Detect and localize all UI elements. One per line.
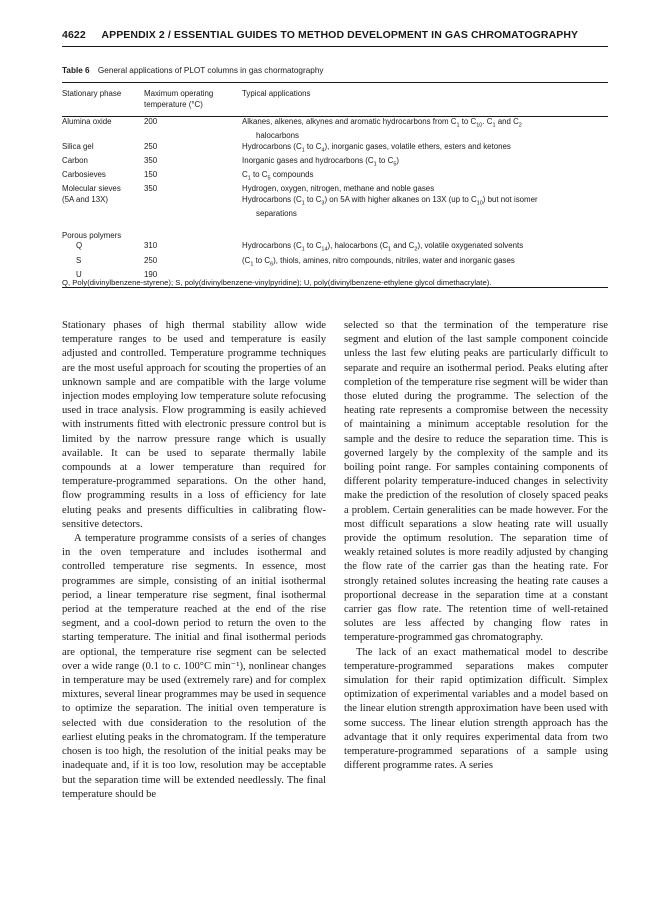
applications-cell: [242, 156, 608, 170]
stationary-phase-cell: Alumina oxide: [62, 117, 112, 127]
applications-cell: [242, 117, 608, 142]
max-temperature-cell: 150: [144, 170, 158, 180]
body-column-right: [344, 319, 608, 774]
application-text: ($C_1$ to $C_6$), thiols, amines, nitro compounds, nitriles, water and inorganic gases: [242, 255, 515, 268]
table-row: [62, 195, 608, 220]
header-temp-line1: Maximum operating: [144, 89, 214, 98]
stationary-phase-cell: (5A and 13X): [62, 195, 109, 205]
right-paragraph-1: selected so that the termination of the temperature rise segment and elution of the last sample component coincide unless the last few eluting peaks are particularly difficult to separate and require an isothermal period. Peaks eluting after completion of the temperature rise segment will be wider than those eluted during the programme. The selection of the heating rate represents a compromise between the necessity of maintaining a minimum acceptable resolution for the sample and the desire to reduce the separation time. This is governed largely by the complexity of the sample and its boiling point range. For samples containing components of different polarity temperature-induced changes in selectivity make the prediction of the resolution of closely spaced peaks a problem. Certain generalities can be made however. For the most difficult separations a slow heating rate will usually provide the optimum resolution. The separation time of weakly retained solutes is more readily adjusted by changing the flow rate of the carrier gas than the heating rate. For strongly retained solutes increasing the heating rate causes a proportional decrease in the separation time at a constant carrier gas flow rate. The retention time of well-retained solutes are less affected by changing flow rates in temperature-programmed gas chromatography.: [344, 320, 608, 644]
application-text: Alkanes, alkenes, alkynes and aromatic hydrocarbons from $C_1$ to $C_{10}$. $C_1$ and $C_2$: [242, 117, 522, 129]
right-paragraph-2: The lack of an exact mathematical model to describe temperature-programmed separations makes computer simulation for their rapid optimization difficult. Simplex optimization of experimental variables and a model based on the linear elution strength approximation have been used with some success. The linear elution strength approach has the advantage that it only requires experimental data from two temperature-programmed separations of a sample using different programme rates. A series: [344, 646, 608, 772]
left-paragraph-1: Stationary phases of high thermal stability allow wide temperature ranges to be used and temperature is easily adjusted and controlled. Temperature programme techniques are the most useful approach for scouting the properties of an unknown sample and are compatible with the large volume injection modes employing low temperature solute refocusing used in trace analysis. Flow programming is easily achieved with instruments fitted with electronic pressure control but is limited by the narrow pressure range which is usually available. It can be used to separate thermally labile compounds at a lower temperature than required for temperature-programmed separations. On the other hand, flow programming results in a loss of efficiency for late eluting peaks and presents difficulties in calibrating flow-sensitive detectors.: [62, 320, 326, 530]
body-column-left: [62, 319, 326, 802]
stationary-phase-cell: Silica gel: [62, 141, 94, 151]
applications-cell: [242, 184, 608, 195]
stationary-phase-cell: S: [76, 255, 82, 265]
porous-polymers-heading: Porous polymers: [62, 230, 122, 240]
table-row: [62, 142, 608, 156]
table-footnote: Q, Poly(divinylbenzene-styrene); S, poly(divinylbenzene-vinylpyridine); U, poly(divinylbenzene-ethylene glycol dimethacrylate).: [62, 278, 492, 287]
table-row: [62, 241, 608, 255]
stationary-phase-cell: U: [76, 269, 82, 279]
porous-polymers-heading-row: [62, 231, 608, 242]
stationary-phase-cell: Carbosieves: [62, 170, 106, 180]
max-temperature-cell: 190: [144, 269, 158, 279]
max-temperature-cell: [144, 195, 242, 220]
max-temperature-cell: 350: [144, 184, 158, 194]
table-row: [62, 170, 608, 184]
header-temp-line2: temperature (°C): [144, 99, 203, 109]
table-caption: [62, 66, 323, 75]
application-text: Hydrocarbons ($C_1$ to $C_{14}$), halocarbons ($C_1$ and $C_2$), volatile oxygenated solvents: [242, 241, 524, 253]
left-paragraph-2: A temperature programme consists of a series of changes in the oven temperature and includes isothermal and controlled temperature rise segments. In essence, most programmes are simple, consisting of an initial isothermal period, a linear temperature rise segment, final isothermal period at the temperature reached at the end of the rise segment, and a cool-down period to return the oven to the starting temperature. The initial and final isothermal periods are optional, the temperature rise segment can be selected over a wide range (0.1 to c. 100°C min⁻¹), nonlinear changes in temperature may be used (extremely rare) and for complex mixtures, several linear programmes may be used in sequence to optimize the separation. The initial oven temperature is selected with due consideration to the resolution of the earliest eluting peaks in the chromatogram. If the temperature chosen is too high, the resolution of the initial peaks may be inadequate and, if it is too low, resolution may be acceptable but the separation time will be extended needlessly. The final temperature should be: [62, 533, 326, 800]
stationary-phase-cell: Molecular sieves: [62, 184, 121, 194]
applications-cell: [242, 142, 608, 156]
application-text: Inorganic gases and hydrocarbons ($C_1$ to $C_5$): [242, 156, 400, 168]
running-title: APPENDIX 2 / ESSENTIAL GUIDES TO METHOD DEVELOPMENT IN GAS CHROMATOGRAPHY: [101, 29, 579, 41]
page-number: 4622: [62, 29, 86, 41]
max-temperature-cell: 250: [144, 141, 158, 151]
max-temperature-cell: 200: [144, 117, 158, 127]
max-temperature-cell: 310: [144, 241, 158, 251]
stationary-phase-cell: Q: [76, 241, 83, 251]
table-caption-text: General applications of PLOT columns in gas chormatography: [97, 66, 324, 75]
table-label: Table 6: [62, 66, 90, 75]
header-stationary-phase: Stationary phase: [62, 89, 122, 98]
header-typical-applications: Typical applications: [242, 89, 311, 98]
max-temperature-cell: 250: [144, 255, 158, 265]
page-header: [62, 29, 608, 47]
table-bottom-rule: [62, 287, 608, 288]
applications-cell: [242, 256, 608, 270]
table-body: [62, 83, 608, 287]
applications-cell: [242, 241, 608, 255]
plot-columns-table: [62, 82, 608, 288]
max-temperature-cell: 350: [144, 156, 158, 166]
row-spacer: [62, 220, 608, 231]
application-text: Hydrocarbons ($C_1$ to $C_4$), inorganic gases, volatile ethers, esters and ketones: [242, 141, 511, 154]
stationary-phase-cell: Carbon: [62, 156, 88, 166]
applications-cell: [242, 195, 608, 220]
application-text: Hydrogen, oxygen, nitrogen, methane and noble gases: [242, 184, 435, 194]
table-row: [62, 184, 608, 195]
application-text: Hydrocarbons ($C_1$ to $C_3$) on 5A with higher alkanes on 13X (up to $C_{10}$) but not isomer: [242, 195, 538, 207]
application-continuation: halocarbons: [256, 131, 299, 141]
table-header-row: [62, 83, 608, 116]
application-text: $C_1$ to $C_5$ compounds: [242, 170, 314, 182]
table-row: [62, 156, 608, 170]
applications-cell: [242, 170, 608, 184]
header-max-temperature: [144, 83, 242, 116]
application-continuation: separations: [256, 209, 297, 219]
table-row: [62, 256, 608, 270]
table-row: [62, 117, 608, 142]
